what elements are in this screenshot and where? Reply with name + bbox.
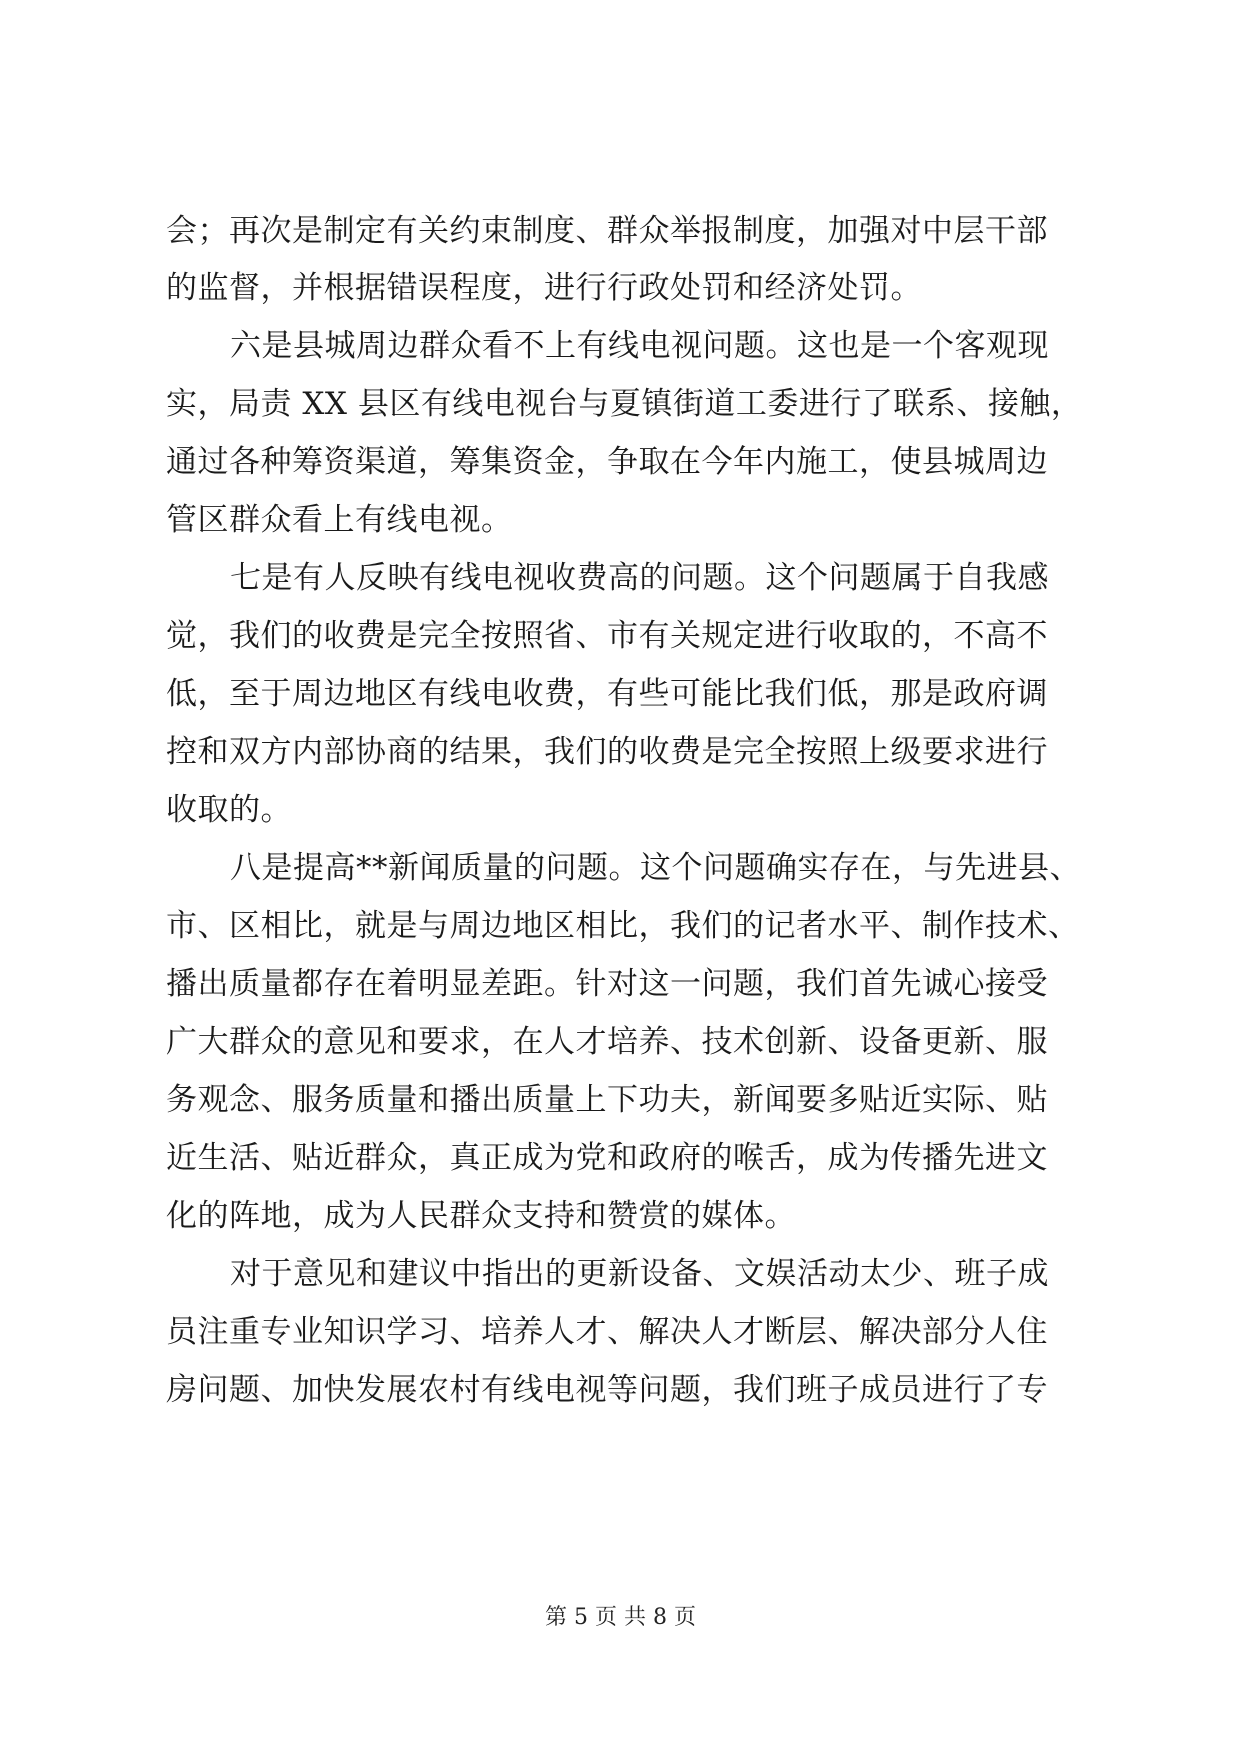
text-line: 近生活、贴近群众，真正成为党和政府的喉舌，成为传播先进文 <box>166 1140 1048 1176</box>
paragraph-first-line: 对于意见和建议中指出的更新设备、文娱活动太少、班子成 <box>230 1256 1049 1292</box>
text-line: 房问题、加快发展农村有线电视等问题，我们班子成员进行了专 <box>166 1372 1048 1408</box>
text-line: 化的阵地，成为人民群众支持和赞赏的媒体。 <box>166 1198 796 1234</box>
text-line: 广大群众的意见和要求，在人才培养、技术创新、设备更新、服 <box>166 1024 1048 1060</box>
text-line: 控和双方内部协商的结果，我们的收费是完全按照上级要求进行 <box>166 734 1048 770</box>
text-line: 的监督，并根据错误程度，进行行政处罚和经济处罚。 <box>166 270 922 306</box>
paragraph-first-line: 八是提高**新闻质量的问题。这个问题确实存在，与先进县、 <box>230 850 1081 886</box>
paragraph-first-line: 七是有人反映有线电视收费高的问题。这个问题属于自我感 <box>230 560 1049 596</box>
text-line: 实，局责 XX 县区有线电视台与夏镇街道工委进行了联系、接触， <box>166 386 1083 422</box>
text-line: 觉，我们的收费是完全按照省、市有关规定进行收取的，不高不 <box>166 618 1048 654</box>
text-line: 播出质量都存在着明显差距。针对这一问题，我们首先诚心接受 <box>166 966 1048 1002</box>
text-line: 员注重专业知识学习、培养人才、解决人才断层、解决部分人住 <box>166 1314 1048 1350</box>
text-line: 务观念、服务质量和播出质量上下功夫，新闻要多贴近实际、贴 <box>166 1082 1048 1118</box>
text-line: 市、区相比，就是与周边地区相比，我们的记者水平、制作技术、 <box>166 908 1080 944</box>
text-line: 通过各种筹资渠道，筹集资金，争取在今年内施工，使县城周边 <box>166 444 1048 480</box>
paragraph-first-line: 六是县城周边群众看不上有线电视问题。这也是一个客观现 <box>230 328 1049 364</box>
page-number-footer: 第 5 页 共 8 页 <box>545 1605 696 1630</box>
text-line: 会；再次是制定有关约束制度、群众举报制度，加强对中层干部 <box>166 213 1048 249</box>
text-line: 管区群众看上有线电视。 <box>166 502 513 538</box>
text-line: 低，至于周边地区有线电收费，有些可能比我们低，那是政府调 <box>166 676 1048 712</box>
text-line: 收取的。 <box>166 792 292 828</box>
